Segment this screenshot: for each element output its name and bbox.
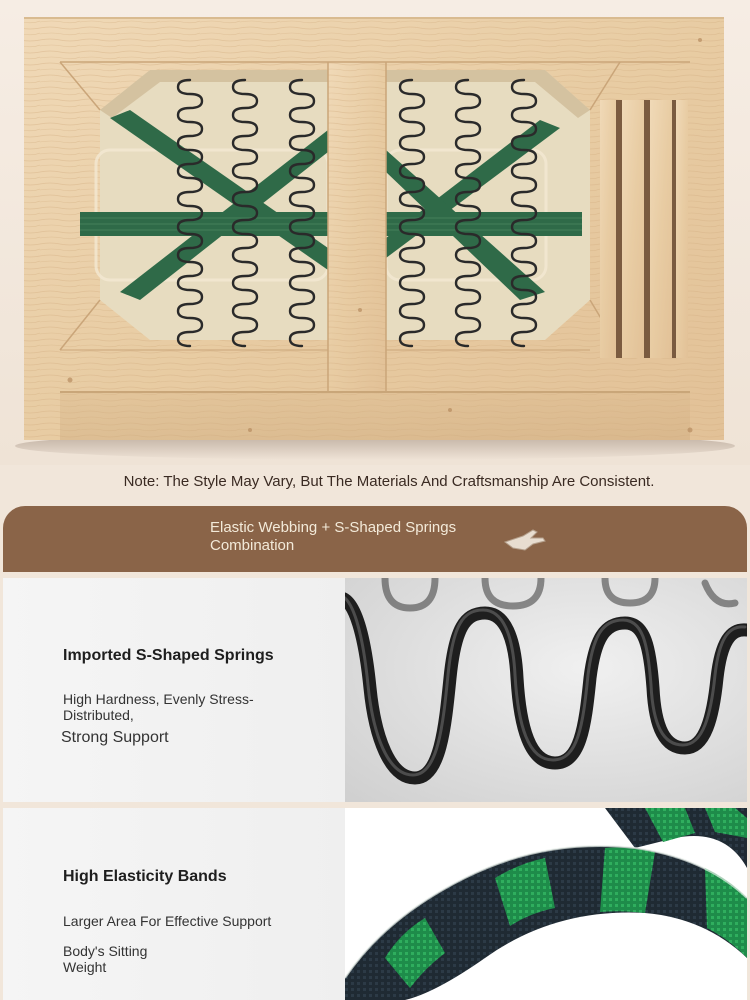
banner-title: Elastic Webbing + S-Shaped Springs Combination [210,519,457,554]
style-note: Note: The Style May Vary, But The Materials And Craftsmanship Are Consistent. [123,473,655,490]
feature-description: High Hardness, Evenly Stress-Distributed, [63,691,254,723]
feature-description: Larger Area For Effective Support [63,913,272,929]
feature-title: Imported S-Shaped Springs [63,647,274,664]
elastic-band-photo [345,808,747,1000]
hand-pointer-icon [503,526,547,554]
s-spring-photo [345,578,747,802]
feature-elastic-bands [3,808,747,1000]
feature-title: High Elasticity Bands [63,868,227,885]
feature-subdescription: Body's Sitting Weight [63,943,148,975]
combination-banner [3,506,747,572]
sofa-frame-illustration [0,0,750,465]
feature-s-springs [3,578,747,802]
sofa-frame-hero [0,0,750,465]
elastic-band-image [345,808,747,1000]
feature-subdescription: Strong Support [61,729,169,746]
feature-text-panel [3,808,345,1000]
feature-text-panel [3,578,345,802]
s-spring-image [345,578,747,802]
